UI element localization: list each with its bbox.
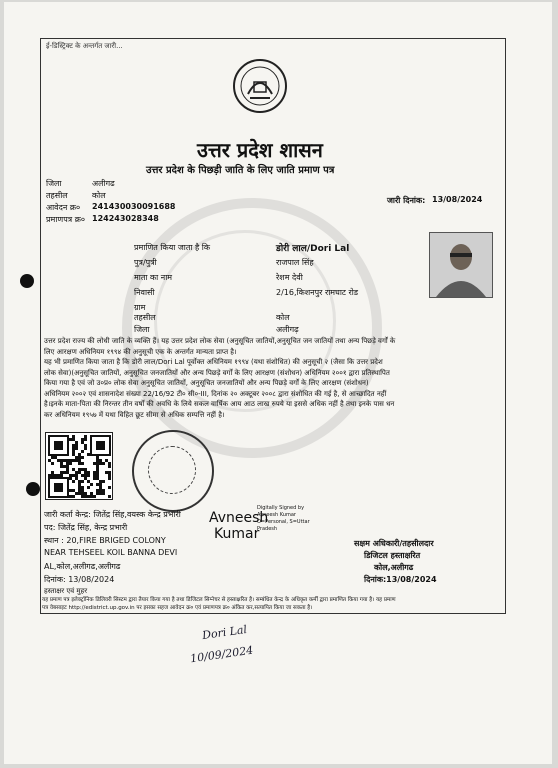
mother-label: माता का नाम — [134, 273, 173, 282]
footer-line: पत्र वेबसाइट http://edistrict.up.gov.in पर इसका सहज आवेदन क्र० एवं प्रमाणपत्र क्र० अंकित कर,सत्यापित किया जा सकता है। — [42, 605, 313, 611]
body-line: है।इनके माता-पिता की निरन्तर तीन वर्षों की अवधि के लिये सकल वार्षिक आय आठ लाख रुपये या इससे अधिक नहीं है तथा इनके पास धन — [44, 400, 395, 408]
tehsil-label: तहसील — [46, 191, 68, 200]
digital-signature-name: Kumar — [214, 526, 260, 542]
punch-hole — [26, 482, 40, 496]
seal-inner-ring — [148, 446, 196, 494]
footer-note — [42, 596, 396, 612]
digital-signature-details — [257, 505, 310, 533]
body-line: यह भी प्रमाणित किया जाता है कि डोरी लाल/Dori Lal पूर्वोक्त अधिनियम १९९४ (यथा संशोधित) की अनुसूची २ (जैसा कि उत्तर प्रदेश — [44, 358, 383, 366]
relation-label: पुत्र/पुत्री — [134, 258, 157, 267]
authority-location: कोल,अलीगढ — [374, 563, 414, 572]
certificate-label: प्रमाणपत्र क्र० — [46, 215, 85, 224]
relation-value: राजपाल सिंह — [276, 258, 314, 267]
issue-date-label: जारी दिनांक: — [387, 196, 426, 205]
signature-seal-label: हस्ताक्षर एवं मुहर — [44, 587, 88, 595]
qr-code — [45, 432, 113, 500]
issuer-address-line: AL,कोल,अलीगढ,अलीगढ — [44, 562, 121, 571]
district-label: जिला — [46, 179, 62, 188]
handwritten-date: 10/09/2024 — [189, 643, 255, 666]
application-label: आवेदन क्र० — [46, 203, 81, 212]
application-value: 241430030091688 — [92, 202, 176, 211]
resident-value: 2/16,किशनपुर रामघाट रोड — [276, 288, 359, 297]
certify-label: प्रमाणित किया जाता है कि — [134, 243, 211, 252]
certificate-value: 124243028348 — [92, 214, 159, 223]
header-note: ई-डिस्ट्रिक्ट के अन्तर्गत जारी... — [46, 42, 123, 50]
applicant-name: डोरी लाल/Dori Lal — [276, 244, 350, 254]
signature-detail: Digitally Signed by — [257, 505, 305, 511]
applicant-photo — [429, 232, 493, 298]
body-line: किया गया है एवं जो उ०प्र० लोक सेवा अनुसूचित जातियों, अनुसूचित जनजातियों और अन्य पिछड़े वर्गों के लिए आरक्षण (संशोधन) — [44, 379, 369, 387]
state-emblem-icon — [232, 58, 288, 114]
digital-signature-name: Avneesh — [209, 510, 269, 526]
person-district-label: जिला — [134, 325, 150, 334]
person-tehsil-label: तहसील — [134, 313, 156, 322]
mother-value: रेशम देवी — [276, 273, 303, 282]
issue-date-value: 13/08/2024 — [432, 195, 483, 204]
body-line: लिए आरक्षण अधिनियम १९९४ की अनुसूची एक के अन्तर्गत मान्यता प्राप्त है। — [44, 347, 237, 356]
body-line: कर अधिनियम १९५७ में यथा विहित छूट सीमा से अधिक सम्पत्ति नहीं है। — [44, 410, 225, 419]
person-district-value: अलीगढ़ — [276, 325, 299, 334]
issuer-date: दिनांक: 13/08/2024 — [44, 575, 115, 584]
issuer-place: स्थान : 20,FIRE BRIGED COLONY — [44, 536, 166, 545]
body-line: लोक सेवा)(अनुसूचित जातियों, अनुसूचित जनजातियों और अन्य पिछड़े वर्गों के लिए आरक्षण (संशोधन) अधिनियम २००१ द्वारा प्रतिस्थापित — [44, 368, 390, 377]
authority-title: सक्षम अधिकारी/तहसीलदार — [354, 539, 434, 548]
signature-detail: Avneesh Kumar — [257, 512, 296, 518]
document-subtitle: उत्तर प्रदेश के पिछड़ी जाति के लिए जाति प्रमाण पत्र — [146, 165, 335, 176]
issuer-post: पद: जितेंद्र सिंह, केन्द्र प्रभारी — [44, 523, 128, 532]
document-title: उत्तर प्रदेश शासन — [197, 138, 323, 162]
issuer-address-line: NEAR TEHSEEL KOIL BANNA DEVI — [44, 548, 178, 557]
body-line: उत्तर प्रदेश राज्य की लोधी जाति के व्यक्ति हैं। यह उत्तर प्रदेश लोक सेवा (अनुसूचित जातियों,अनुसूचित जन जातियों तथा अन्य पिछड़े वर्गों के — [44, 337, 396, 345]
punch-hole — [20, 274, 34, 288]
authority-date: दिनांक:13/08/2024 — [364, 575, 437, 584]
issuer-center: जारी कर्ता केन्द्र: जितेंद्र सिंह,वयस्क केन्द्र प्रभारी — [44, 510, 181, 519]
body-line: अधिनियम २००२ एवं शासनादेश संख्या 22/16/92 टी० सी०-III, दिनांक २० अक्टूबर २००८ द्वारा संशोधित की गई है, से आच्छादित नहीं — [44, 389, 387, 398]
village-label: ग्राम — [134, 303, 146, 312]
authority-digital-sign: डिजिटल हस्ताक्षरित — [364, 551, 421, 560]
tehsil-value: कोल — [92, 191, 106, 200]
resident-label: निवासी — [134, 288, 155, 297]
person-tehsil-value: कोल — [276, 313, 290, 322]
footer-line: यह प्रमाण पत्र इलेक्ट्रॉनिक डिलिवरी सिस्टम द्वारा तैयार किया गया है तथा डिजिटल सिग्नेचर से हस्ताक्षरित है। सम्बंधित केन्द्र के अधिकृत कर्मी द्वारा प्रमाणित किया गया है। यह प्रमाण — [42, 597, 396, 603]
certificate-body — [44, 336, 494, 420]
signature-detail: Pradesh — [257, 526, 278, 532]
office-seal-stamp — [132, 430, 214, 512]
handwritten-name: Dori Lal — [201, 622, 248, 643]
document-page — [4, 2, 552, 764]
district-value: अलीगढ — [92, 179, 115, 188]
signature-detail: O=Personal, S=Uttar — [257, 519, 310, 525]
